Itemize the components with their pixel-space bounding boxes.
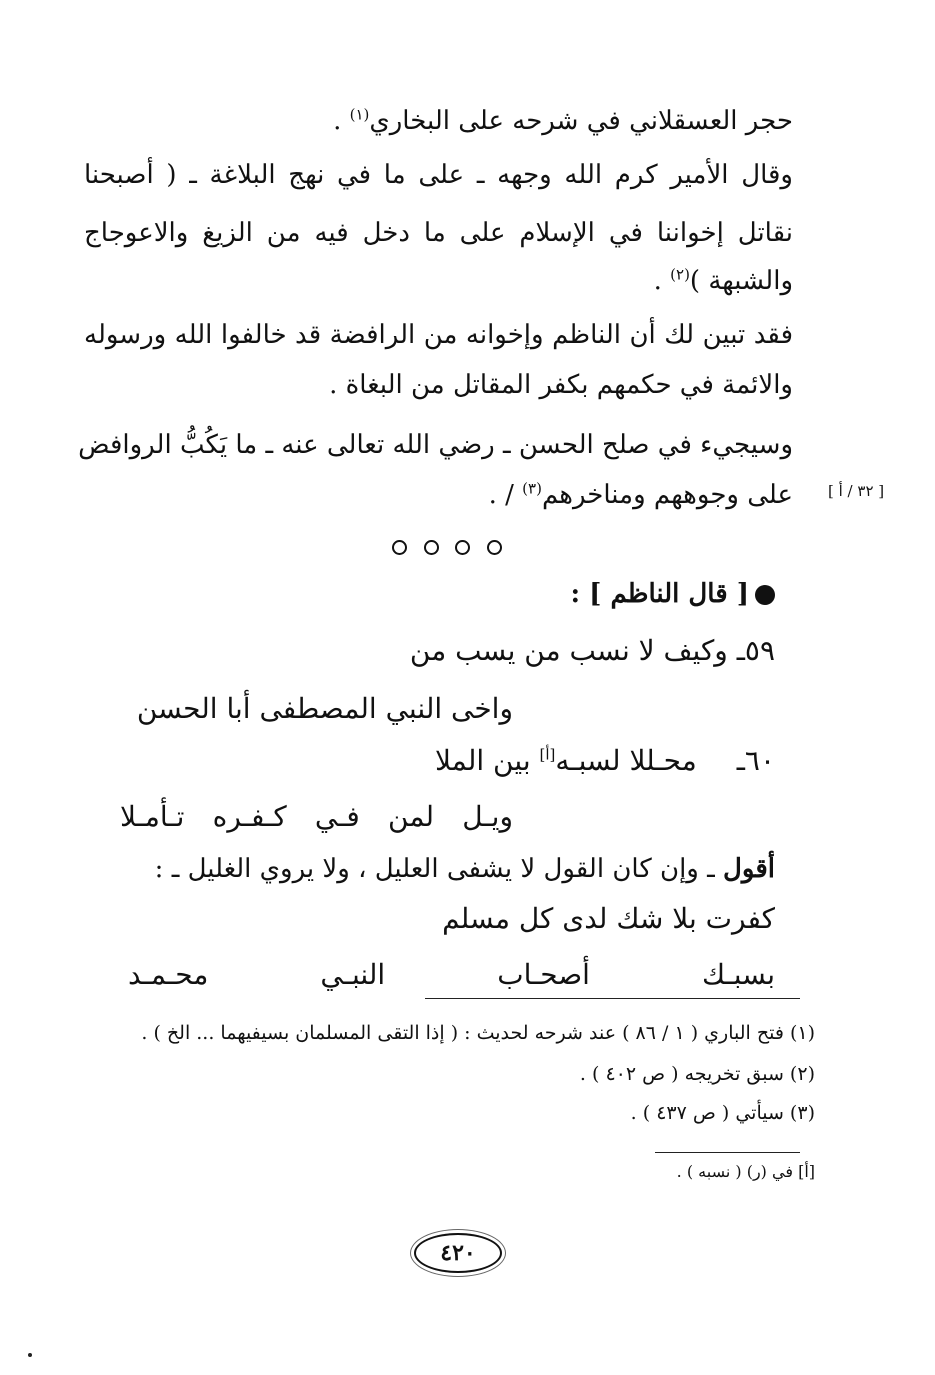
verse-text-end: بين الملا	[434, 744, 540, 777]
reply-verse-second: بسبـك أصحـاب النبـي محـمـد	[128, 958, 775, 991]
variant-separator	[655, 1152, 800, 1153]
verse-60-second: ويـل لمن فـي كـفـره تـأمـلا	[120, 800, 513, 833]
bullet-icon	[755, 585, 775, 605]
body-line-6: والائمة في حكمهم بكفر المقاتل من البغاة .	[329, 370, 793, 400]
line-end: / .	[488, 480, 523, 510]
footnote-2: (٢) سبق تخريجه ( ص ٤٠٢ ) .	[579, 1063, 815, 1085]
ring-icon	[392, 540, 407, 555]
reply-verse-first: كفرت بلا شك لدى كل مسلم	[442, 902, 775, 935]
footnote-separator	[425, 998, 800, 999]
variant-note: [أ] في (ر) ( نسبه ) .	[676, 1162, 815, 1181]
reply-line	[155, 852, 775, 886]
footnote-ref-1: (١)	[349, 105, 370, 124]
verse-number: ٦٠ـ	[736, 744, 775, 777]
footnote-3: (٣) سيأتي ( ص ٤٣٧ ) .	[630, 1102, 815, 1124]
variant-ref: [أ]	[539, 745, 556, 764]
footnote-ref-3: (٣)	[522, 479, 542, 498]
folio-margin-note: [ ٣٢ / أ ]	[828, 482, 885, 500]
body-line-2: وقال الأمير كرم الله وجهه ـ على ما في نهج البلاغة ـ ( أصبحنا	[84, 160, 793, 190]
footnote-1: (١) فتح الباري ( ١ / ٨٦ ) عند شرحه لحديث : ( إذا التقى المسلمان بسيفيهما ... الخ ) .	[141, 1022, 815, 1044]
scan-speck	[28, 1353, 32, 1357]
ring-icon	[424, 540, 439, 555]
body-line-5: فقد تبين لك أن الناظم وإخوانه من الرافضة قد خالفوا الله ورسوله	[84, 320, 793, 350]
verse-60-first	[435, 744, 775, 778]
body-line-3: نقاتل إخواننا في الإسلام على ما دخل فيه من الزيغ والاعوجاج	[84, 218, 793, 248]
line-text: حجر العسقلاني في شرحه على البخاري	[369, 106, 793, 136]
line-text: والشبهة )	[689, 266, 793, 296]
verse-text: محـللا لسبـه	[555, 744, 697, 777]
ring-icon	[455, 540, 470, 555]
line-text: على وجوههم ومناخرهم	[541, 480, 793, 510]
body-line-7: وسيجيء في صلح الحسن ـ رضي الله تعالى عنه ـ ما يَكُبُّ الروافض	[78, 430, 793, 460]
ring-icon	[487, 540, 502, 555]
body-line-1	[333, 104, 793, 138]
verse-59-first: ٥٩ـ وكيف لا نسب من يسب من	[409, 634, 775, 667]
line-end: .	[653, 266, 671, 296]
reply-text: ـ وإن كان القول لا يشفى العليل ، ولا يروي الغليل ـ :	[154, 854, 724, 884]
body-line-8	[489, 478, 793, 512]
footnote-ref-2: (٢)	[670, 265, 690, 284]
section-heading	[570, 577, 775, 611]
reply-label: أقول	[723, 854, 775, 884]
section-divider-ornament	[392, 536, 502, 558]
body-line-4	[654, 264, 793, 298]
page-number: ٤٢٠	[414, 1233, 502, 1273]
line-end: .	[333, 106, 350, 136]
heading-text: [ قال الناظم ] :	[570, 579, 749, 609]
verse-59-second: واخى النبي المصطفى أبا الحسن	[136, 692, 513, 725]
